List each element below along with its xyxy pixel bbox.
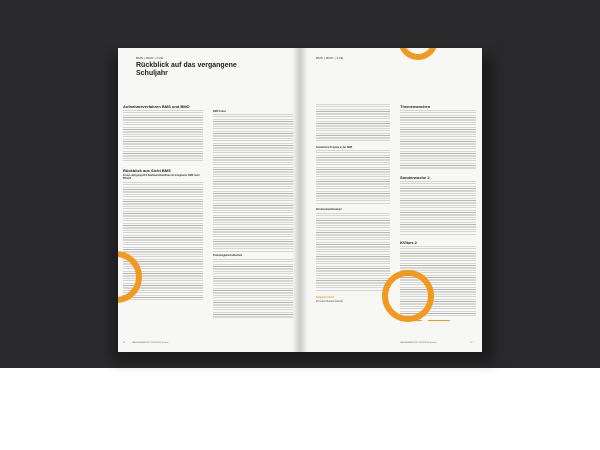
body-text-block: [400, 110, 476, 170]
body-text-block: [316, 104, 390, 142]
white-floor: [0, 368, 600, 450]
left-page: [118, 48, 300, 352]
heading-bms-fokus: BMS Fokus: [213, 110, 227, 113]
heading-aufnahmeverfahren: Aufnahmeverfahren BMS und BMO: [123, 104, 190, 109]
subheading-ersten-jahrgang: Ersten Jahrgang EFZ Kaufmann/Kauffrau mit integrierter BMS nach BiVo23: [123, 174, 200, 180]
section-tag: BMS | BMO | KVE: [136, 56, 164, 60]
body-text-block: [316, 213, 390, 291]
heading-zusaetzliche-projekte: Zusätzliche Projekte in der BMS: [316, 146, 353, 149]
heading-kvibes: KVIbes 2: [400, 240, 417, 245]
footer-page-number: 11: [123, 342, 126, 344]
heading-berufsmaturitaetsarbeit: Berufsmaturitätsarbeit: [316, 208, 342, 211]
orange-ring-decoration: [382, 270, 434, 322]
heading-sonderwoche: Sonderwoche 2: [400, 175, 430, 180]
right-page: [300, 48, 482, 352]
signature-name: Benjamin Imhof: [316, 296, 334, 299]
body-text-block: [213, 259, 293, 319]
heading-praxisbegleitschulbetrieb: Praxisbegleitschulbetrieb: [213, 254, 243, 257]
heading-rueckblick-bms: Rückblick aus Sicht BMS: [123, 168, 171, 173]
body-text-block: [316, 150, 390, 204]
book-gutter: [292, 48, 308, 352]
signature-accent-line: [428, 320, 450, 321]
page-title: Rückblick auf das vergangene Schuljahr: [136, 62, 237, 77]
footer-text: JAHRESBERICHT 2022/2023 Schule: [400, 342, 437, 344]
body-text-block: [400, 181, 476, 235]
signature-role: Prorektor Berufsmaturität: [316, 300, 343, 303]
section-tag: BMS | BMO | KVE: [316, 56, 344, 60]
orange-ring-decoration: [398, 48, 438, 60]
heading-themenwochen: Themenwochen: [400, 104, 431, 109]
body-text-block: [213, 114, 293, 252]
footer-page-number: 12: [470, 342, 473, 344]
body-text-block: [123, 110, 203, 162]
footer-text: JAHRESBERICHT 2022/2023 Schule: [132, 342, 169, 344]
